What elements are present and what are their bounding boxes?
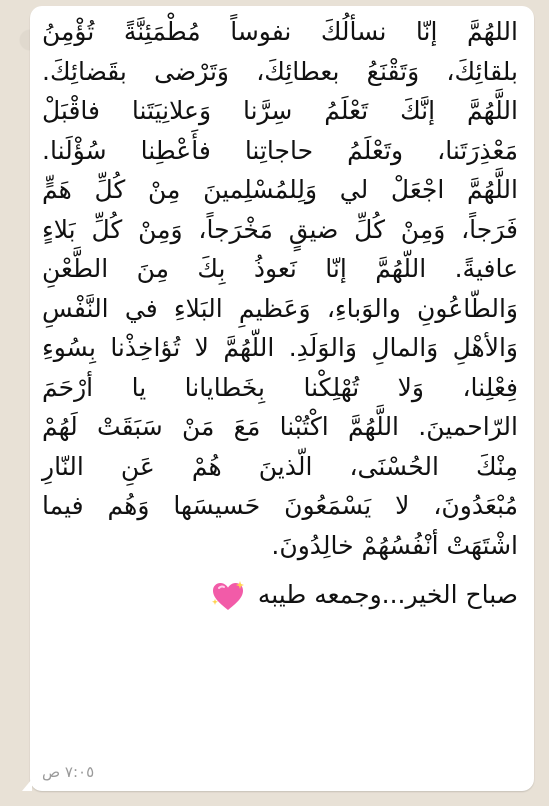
message-line: وَالطّاعُونِ والوَباءِ، وَعَظيمِ البَلاءِ في النَّفْسِ xyxy=(42,293,518,323)
message-line: الرّاحمينَ. اللَّهُمَّ اكْتُبْنا مَعَ مَنْ سَبَقَتْ لَهُمْ xyxy=(42,412,518,441)
message-line: مِنْكَ الحُسْنَى، الّذينَ هُمْ عَنِ النّارِ xyxy=(42,451,518,481)
sparkling-heart-svg xyxy=(210,579,246,613)
message-line: اللَّهُمَّ اجْعَلْ لي وَلِلمُسْلِمينَ مِنْ كُلِّ هَمٍّ xyxy=(42,175,518,204)
message-line: وَالأهْلِ وَالمالِ وَالوَلَدِ. اللّهُمَّ لا تُؤاخِذْنا بِسُوءِ xyxy=(42,333,518,362)
message-timestamp: ٧:٠٥ ص xyxy=(42,763,95,781)
message-line: اللهُمَّ إنّا نسألُكَ نفوساً مُطْمَئِنَّةً تُؤْمِنُ xyxy=(42,17,518,46)
message-line: فِعْلِنا، وَلا تُهْلِكْنا بِخَطايانا يا أرْحَمَ xyxy=(42,372,518,402)
message-text xyxy=(42,12,518,565)
message-line: بلقائِكَ، وَتَقْنَعُ بعطائِكَ، وَتَرْضى بقَضائِكَ. xyxy=(42,56,518,86)
message-line: اشْتَهَتْ أنْفُسُهُمْ خالِدُونَ. xyxy=(271,530,518,560)
greeting-text: صباح الخير...وجمعه طيبه xyxy=(257,580,518,609)
message-line: عافيةً. اللّهُمَّ إنّا نَعوذُ بِكَ مِنَ الطَّعْنِ xyxy=(42,254,518,283)
bubble-tail xyxy=(22,779,32,791)
message-line: اللَّهُمَّ إنَّكَ تَعْلَمُ سِرَّنا وَعلانِيَتَنا فاقْبَلْ xyxy=(42,96,518,125)
message-line: مُبْعَدُونَ، لا يَسْمَعُونَ حَسيسَها وَهُم فيما xyxy=(42,491,518,520)
message-bubble[interactable] xyxy=(30,6,534,791)
greeting-line xyxy=(42,575,518,615)
message-line: مَعْذِرَتَنا، وتَعْلَمُ حاجاتِنا فأَعْطِنا سُؤْلَنا. xyxy=(42,135,518,165)
sparkling-heart-icon xyxy=(210,579,246,613)
message-line: فَرَجاً، وَمِنْ كُلِّ ضيقٍ مَخْرَجاً، وَمِنْ كُلِّ بَلاءٍ xyxy=(42,214,518,244)
